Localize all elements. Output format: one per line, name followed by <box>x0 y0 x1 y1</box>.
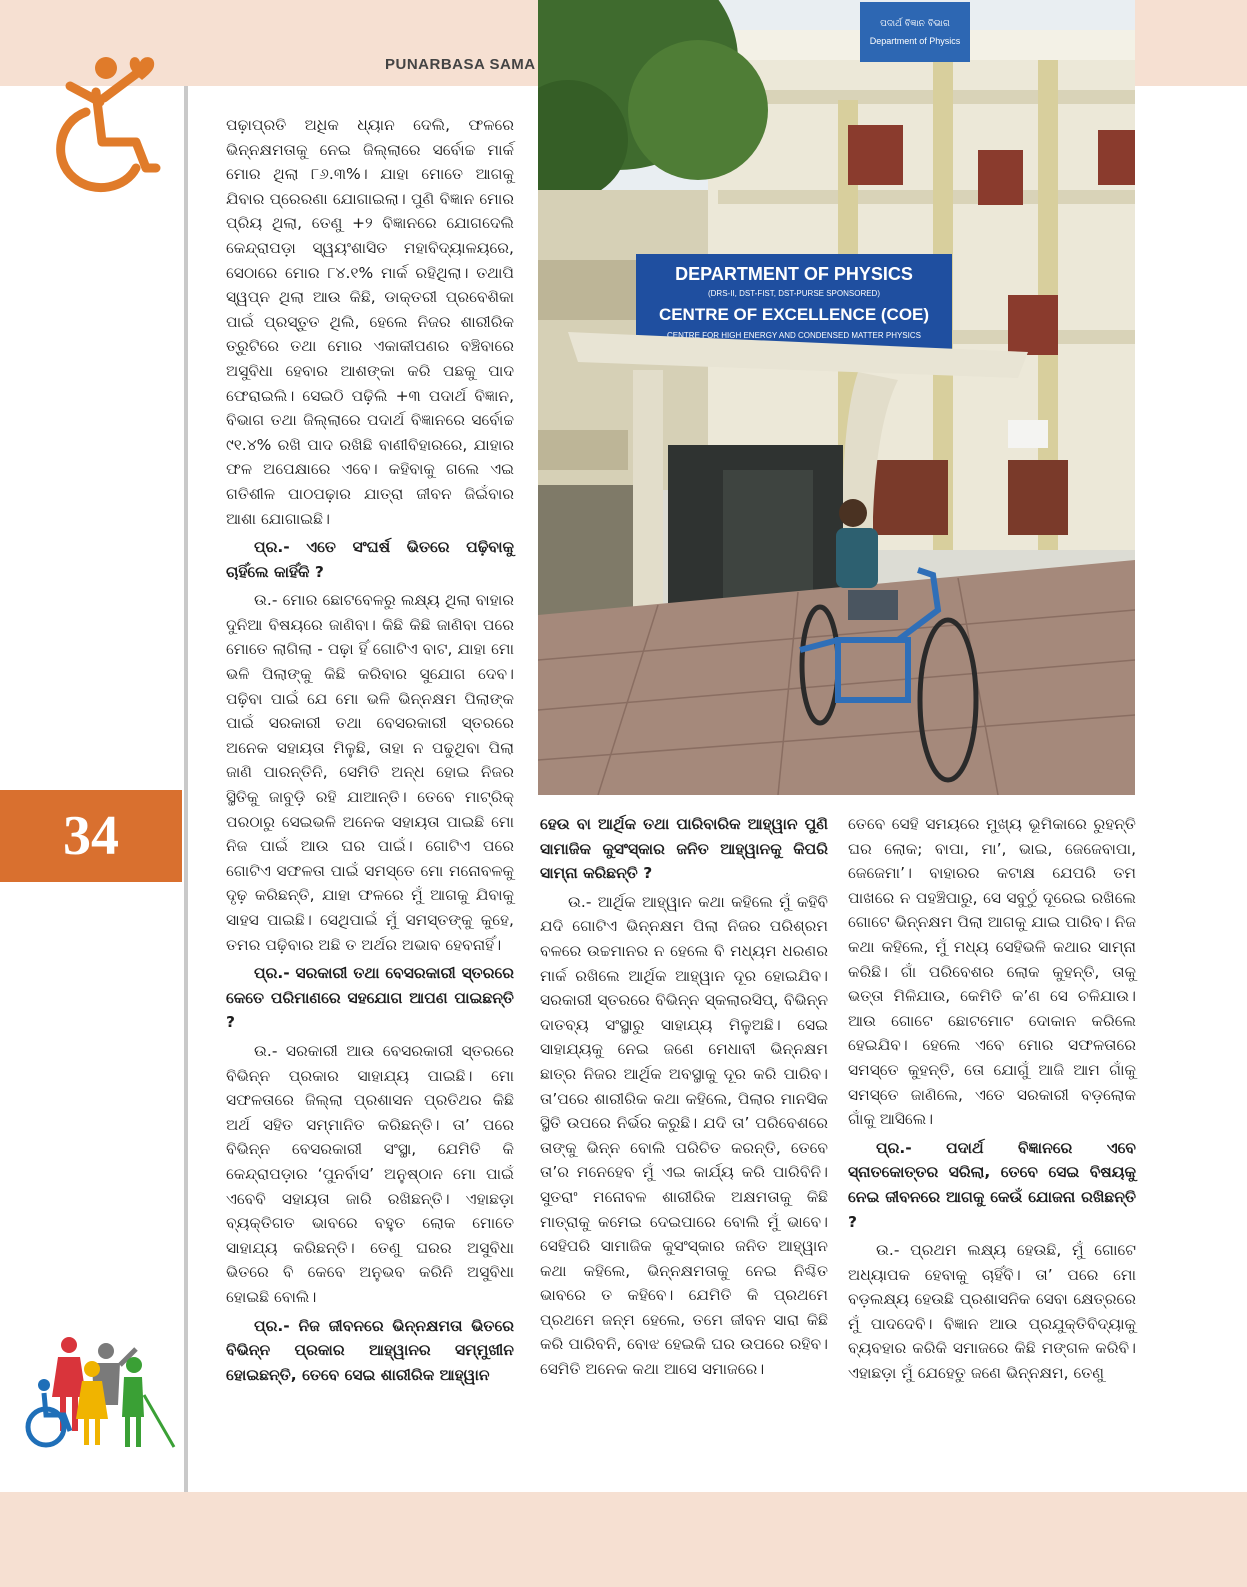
sign-line2: (DRS-II, DST-FIST, DST-PURSE SPONSORED) <box>707 289 881 298</box>
left-margin <box>0 86 182 1492</box>
answer: ଉ.- ଆର୍ଥିକ ଆହ୍ୱାନ କଥା କହିଲେ ମୁଁ କହିବି ଯଦି ଗୋଟିଏ ଭିନ୍ନକ୍ଷମ ପିଲା ନିଜର ପରିଶ୍ରମ ବଳରେ ଉଚ୍ଚମାନର ନ ହେଲେ ବି ମଧ୍ୟମ ଧରଣର ମାର୍କ ରଖିଲେ ଆର୍ଥିକ ଆହ୍ୱାନ ଦୂର ହୋଇଯିବ। ସରକାରୀ ସ୍ତରରେ ବିଭିନ୍ନ ସ୍କଲାରସିପ୍, ବିଭିନ୍ନ ଦାତବ୍ୟ ସଂସ୍ଥାରୁ ସାହାଯ୍ୟ ମିଳୁଅଛି। ସେଇ ସାହାଯ୍ୟକୁ ନେଇ ଜଣେ ମେଧାବୀ ଭିନ୍ନକ୍ଷମ ଛାତ୍ର ନିଜର ଆର୍ଥିକ ଅବସ୍ଥାକୁ ଦୂର କରି ପାରିବ। ତା’ପରେ ଶାରୀରିକ କଥା କହିଲେ, ପିଲାର ମାନସିକ ସ୍ଥିତି ଉପରେ ନିର୍ଭର କରୁଛି। ଯଦି ତା’ ପରିବେଶରେ ତାଙ୍କୁ ଭିନ୍ନ ବୋଲି ପରିଚିତ କରନ୍ତି, ତେବେ ତା’ର ମନେହେବ ମୁଁ ଏଇ କାର୍ଯ୍ୟ କରି ପାରିବିନି। ସୁତରାଂ ମନୋବଳ ଶାରୀରିକ ଅକ୍ଷମତାକୁ କିଛି ମାତ୍ରାକୁ କମେଇ ଦେଇପାରେ ବୋଲି ମୁଁ ଭାବେ। ସେହିପରି ସାମାଜିକ କୁସଂସ୍କାର ଜନିତ ଆହ୍ୱାନ କଥା କହିଲେ, ଭିନ୍ନକ୍ଷମତାକୁ ନେଇ ନିଶ୍ଚିତ ଭାବରେ ତ କହିବେ। ଯେମିତି କି ପ୍ରଥମେ ପ୍ରଥମେ ଜନ୍ମ ହେଲେ, ତମେ ଜୀବନ ସାରା କିଛି କରି ପାରିବନି, ବୋଝ ହେଇକି ଘର ଉପରେ ରହିବ। ସେମିତି ଅନେକ କଥା ଆସେ ସମାଜରେ। <box>540 892 828 1379</box>
article-column-2 <box>540 812 828 1386</box>
sign-line3: CENTRE OF EXCELLENCE (COE) <box>658 305 930 324</box>
page-number: 34 <box>63 805 119 867</box>
question: ପ୍ର.- ନିଜ ଜୀବନରେ ଭିନ୍ନକ୍ଷମତା ଭିତରେ ବିଭିନ୍ନ ପ୍ରକାର ଆହ୍ୱାନର ସମ୍ମୁଖୀନ ହୋଇଛନ୍ତି, ତେବେ ସେଇ ଶାରୀରିକ ଆହ୍ୱାନ <box>226 1316 514 1384</box>
paragraph: ତେବେ ସେହି ସମୟରେ ମୁଖ୍ୟ ଭୂମିକାରେ ରୁହନ୍ତି ଘର ଲୋକ; ବାପା, ମା’, ଭାଇ, ଜେଜେବାପା, ଜେଜେମା’। ବାହାରର କଟାକ୍ଷ ଯେପରି ତମ ପାଖରେ ନ ପହଞ୍ଚିପାରୁ, ସେ ସବୁଠୁଁ ଦୂରେଇ ରଖିଲେ ଗୋଟେ ଭିନ୍ନକ୍ଷମ ପିଲା ଆଗକୁ ଯାଇ ପାରିବ। ନିଜ କଥା କହିଲେ, ମୁଁ ମଧ୍ୟ ସେହିଭଳି କଥାର ସାମ୍ନା କରିଛି। ଗାଁ ପରିବେଶର ଲୋକ କୁହନ୍ତି, ତାକୁ ଭତ୍ତା ମିଳିଯାଉ, କେମିତି କ’ଣ ସେ ଚଳିଯାଉ। ଆଉ ଗୋଟେ ଛୋଟମୋଟ ଦୋକାନ କରିଲେ ହେଇଯିବ। ହେଲେ ଏବେ ମୋର ସଫଳତାରେ ସମସ୍ତେ କୁହନ୍ତି, ତୋ ଯୋଗୁଁ ଆଜି ଆମ ଗାଁକୁ ସମସ୍ତେ ଜାଣିଲେ, ଏତେ ସରକାରୀ ବଡ଼ଲୋକ ଗାଁକୁ ଆସିଲେ। <box>848 815 1136 1129</box>
question: ହେଉ ବା ଆର୍ଥିକ ତଥା ପାରିବାରିକ ଆହ୍ୱାନ ପୁଣି ସାମାଜିକ କୁସଂସ୍କାର ଜନିତ ଆହ୍ୱାନକୁ କିପରି ସାମ୍ନା କରିଛନ୍ତି ? <box>540 815 828 883</box>
small-sign-odia: ପଦାର୍ଥ ବିଜ୍ଞାନ ବିଭାଗ <box>880 19 950 29</box>
question: ପ୍ର.- ସରକାରୀ ତଥା ବେସରକାରୀ ସ୍ତରରେ କେତେ ପରିମାଣରେ ସହଯୋଗ ଆପଣ ପାଇଛନ୍ତି ? <box>226 964 514 1032</box>
answer: ଉ.- ମୋର ଛୋଟବେଳରୁ ଲକ୍ଷ୍ୟ ଥିଲା ବାହାର ଦୁନିଆ ବିଷୟରେ ଜାଣିବା। କିଛି କିଛି ଜାଣିବା ପରେ ମୋତେ ଲାଗିଲା - ପଢ଼ା ହିଁ ଗୋଟିଏ ବାଟ, ଯାହା ମୋ ଭଳି ପିଲାଙ୍କୁ କିଛି କରିବାର ସୁଯୋଗ ଦେବ। ପଢ଼ିବା ପାଇଁ ଯେ ମୋ ଭଳି ଭିନ୍ନକ୍ଷମ ପିଲାଙ୍କ ପାଇଁ ସରକାରୀ ତଥା ବେସରକାରୀ ସ୍ତରରେ ଅନେକ ସହାୟତା ମିଳୁଛି, ତାହା ନ ପଢୁଥିବା ପିଲା ଜାଣି ପାରନ୍ତିନି, ସେମିତି ଅନ୍ଧ ହୋଇ ନିଜର ସ୍ଥିତିକୁ ଜାବୁଡ଼ି ରହି ଯାଆନ୍ତି। ତେବେ ମାଟ୍ରିକ୍ ପରଠାରୁ ସେଇଭଳି ଅନେକ ସହାୟତା ପାଇଛି ମୋ ନିଜ ପାଇଁ ଆଉ ଘର ପାଇଁ। ଗୋଟିଏ ପରେ ଗୋଟିଏ ସଫଳତା ପାଇଁ ସମସ୍ତେ ମୋ ମନୋବଳକୁ ଦୃଢ଼ କରିଛନ୍ତି, ଯାହା ଫଳରେ ମୁଁ ଆଗକୁ ଯିବାକୁ ସାହସ ପାଇଛି। ସେଥିପାଇଁ ମୁଁ ସମସ୍ତଙ୍କୁ କୁହେ, ତମର ପଢ଼ିବାର ଅଛି ତ ଅର୍ଥର ଅଭାବ ହେବନାହିଁ। <box>226 591 514 954</box>
article-photo <box>538 0 1135 795</box>
sign-line1: DEPARTMENT OF PHYSICS <box>675 264 913 284</box>
sign-line4: CENTRE FOR HIGH ENERGY AND CONDENSED MATTER PHYSICS <box>667 331 921 340</box>
answer: ଉ.- ପ୍ରଥମ ଲକ୍ଷ୍ୟ ହେଉଛି, ମୁଁ ଗୋଟେ ଅଧ୍ୟାପକ ହେବାକୁ ଚାହିଁବି। ତା’ ପରେ ମୋ ବଡ଼ଲକ୍ଷ୍ୟ ହେଉଛି ପ୍ରଶାସନିକ ସେବା କ୍ଷେତ୍ରରେ ମୁଁ ପାଦଦେବି। ବିଜ୍ଞାନ ଆଉ ପ୍ରଯୁକ୍ତିବିଦ୍ୟାକୁ ବ୍ୟବହାର କରିକି ସମାଜରେ କିଛି ମଙ୍ଗଳ କରିବି। ଏହାଛଡ଼ା ମୁଁ ଯେହେତୁ ଜଣେ ଭିନ୍ନକ୍ଷମ, ତେଣୁ <box>848 1241 1136 1383</box>
answer: ଉ.- ସରକାରୀ ଆଉ ବେସରକାରୀ ସ୍ତରରେ ବିଭିନ୍ନ ପ୍ରକାର ସାହାଯ୍ୟ ପାଇଛି। ମୋ ସଫଳତାରେ ଜିଲ୍ଲା ପ୍ରଶାସନ ପ୍ରତିଥର କିଛି ଅର୍ଥ ସହିତ ସମ୍ମାନିତ କରିଛନ୍ତି। ତା’ ପରେ ବିଭିନ୍ନ ବେସରକାରୀ ସଂସ୍ଥା, ଯେମିତି କି କେନ୍ଦ୍ରାପଡ଼ାର ‘ପୁନର୍ବାସ’ ଅନୁଷ୍ଠାନ ମୋ ପାଇଁ ଏବେବି ସହାୟତା ଜାରି ରଖିଛନ୍ତି। ଏହାଛଡ଼ା ବ୍ୟକ୍ତିଗତ ଭାବରେ ବହୁତ ଲୋକ ମୋତେ ସାହାଯ୍ୟ କରିଛନ୍ତି। ତେଣୁ ଘରର ଅସୁବିଧା ଭିତରେ ବି କେବେ ଅନୁଭବ କରିନି ଅସୁବିଧା ହୋଇଛି ବୋଲି। <box>226 1041 514 1306</box>
article-column-3 <box>848 812 1136 1390</box>
question: ପ୍ର.- ପଦାର୍ଥ ବିଜ୍ଞାନରେ ଏବେ ସ୍ନାତକୋତ୍ତର ସରିଲା, ତେବେ ସେଇ ବିଷୟକୁ ନେଇ ଜୀବନରେ ଆଗକୁ କେଉଁ ଯୋଜନା ରଖିଛନ୍ତି ? <box>848 1138 1136 1231</box>
question: ପ୍ର.- ଏତେ ସଂଘର୍ଷ ଭିତରେ ପଢ଼ିବାକୁ ଚାହିଁଲେ କାହିଁକି ? <box>226 538 514 581</box>
column-divider <box>184 86 188 1492</box>
article-column-1 <box>226 113 514 1391</box>
inclusion-people-icon <box>24 1335 184 1455</box>
wheelchair-logo-icon <box>44 50 174 200</box>
running-head: PUNARBASA SAMA <box>385 56 536 73</box>
page-number-box <box>0 790 182 882</box>
paragraph: ପଢ଼ାପ୍ରତି ଅଧିକ ଧ୍ୟାନ ଦେଲି, ଫଳରେ ଭିନ୍ନକ୍ଷମତାକୁ ନେଇ ଜିଲ୍ଲାରେ ସର୍ବୋଚ୍ଚ ମାର୍କ ମୋର ଥିଲା ୮୬.୩%। ଯାହା ମୋତେ ଆଗକୁ ଯିବାର ପ୍ରେରଣା ଯୋଗାଇଲା। ପୁଣି ବିଜ୍ଞାନ ମୋର ପ୍ରିୟ ଥିଲା, ତେଣୁ +୨ ବିଜ୍ଞାନରେ ଯୋଗଦେଲି କେନ୍ଦ୍ରାପଡ଼ା ସ୍ୱୟଂଶାସିତ ମହାବିଦ୍ୟାଳୟରେ, ସେଠାରେ ମୋର ୮୪.୧% ମାର୍କ ରହିଥିଲା। ତଥାପି ସ୍ୱପ୍ନ ଥିଲା ଆଉ କିଛି, ଡାକ୍ତରୀ ପ୍ରବେଶିକା ପାଇଁ ପ୍ରସ୍ତୁତ ଥିଲି, ହେଲେ ନିଜର ଶାରୀରିକ ତ୍ରୁଟିରେ ତଥା ମୋର ଏକାକୀପଣର ବଞ୍ଚିବାରେ ଅସୁବିଧା ହେବାର ଆଶଙ୍କା କରି ପଛକୁ ପାଦ ଫେରାଇଲି। ସେଇଠି ପଢ଼ିଲି +୩ ପଦାର୍ଥ ବିଜ୍ଞାନ, ବିଭାଗ ତଥା ଜିଲ୍ଲାରେ ପଦାର୍ଥ ବିଜ୍ଞାନରେ ସର୍ବୋଚ୍ଚ ୯୧.୪% ରଖି ପାଦ ରଖିଛି ବାଣୀବିହାରରେ, ଯାହାର ଫଳ ଅପେକ୍ଷାରେ ଏବେ। କହିବାକୁ ଗଲେ ଏଇ ଗତିଶୀଳ ପାଠପଢ଼ାର ଯାତ୍ରା ଜୀବନ ଜିଇଁବାର ଆଶା ଯୋଗାଇଛି। <box>226 116 514 528</box>
small-sign-text: Department of Physics <box>869 36 961 46</box>
bottom-band <box>0 1492 1247 1587</box>
